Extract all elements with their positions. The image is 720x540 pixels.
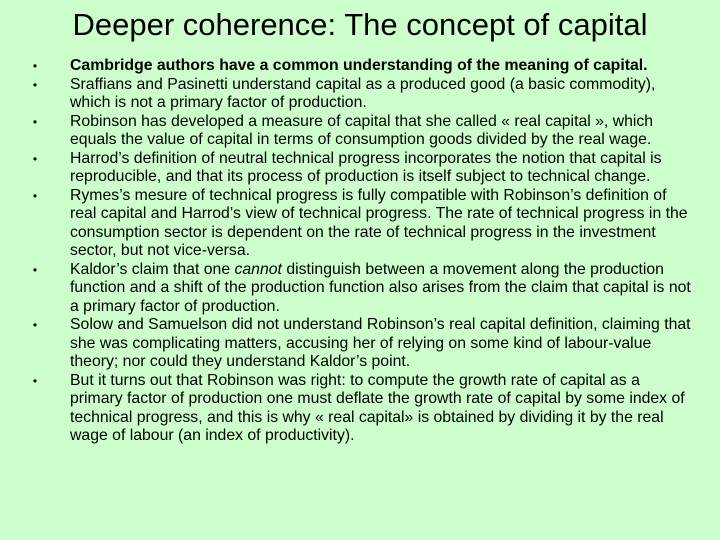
bullet-item (28, 113, 696, 150)
bullet-point-icon: • (32, 77, 38, 92)
bullet-item (28, 150, 696, 187)
bullet-point-icon: • (32, 188, 38, 203)
bullet-item (28, 261, 696, 317)
emphasized-word: cannot (234, 260, 282, 278)
slide-title: Deeper coherence: The concept of capital (72, 7, 648, 42)
bullet-text-start: Kaldor’s claim that one (70, 260, 235, 278)
bullet-text: Harrod’s definition of neutral technical progress incorporates the notion that capital is reproducible, and that its process of production is itself subject to technical change. (70, 149, 662, 185)
bullet-text: Sraffians and Pasinetti understand capital as a produced good (a basic commodity), which is not a primary factor of production. (70, 75, 656, 111)
bullet-point-icon: • (32, 373, 38, 388)
bullet-point-icon: • (32, 262, 38, 277)
bullet-item (28, 316, 696, 372)
bullet-text: Solow and Samuelson did not understand Robinson’s real capital definition, claiming that she was complicating matters, accusing her of relying on some kind of labour-value theory; nor could they understand Kaldor’s point. (70, 316, 691, 370)
bullet-point-icon: • (32, 151, 38, 166)
bullet-list (28, 57, 696, 446)
bullet-point-icon: • (32, 318, 38, 332)
bullet-text (70, 261, 696, 317)
bullet-text-end: distinguish between a movement along the production function and a shift of the production function also arises from the claim that capital is not a primary factor of production. (70, 260, 691, 315)
bullet-point-icon: • (32, 114, 38, 129)
bullet-text: Robinson has developed a measure of capital that she called « real capital », which equals the value of capital in terms of consumption goods divided by the real wage. (70, 112, 654, 148)
bullet-text: But it turns out that Robinson was right: to compute the growth rate of capital as a primary factor of production one must deflate the growth rate of capital by some index of technical progress, and this is why « real capital» is obtained by dividing it by the real wage of labour (an index of productivity). (70, 371, 685, 444)
bullet-item (28, 187, 696, 261)
bullet-text: Cambridge authors have a common understanding of the meaning of capital. (70, 57, 648, 74)
bullet-item (28, 372, 696, 446)
bullet-item (28, 76, 696, 113)
bullet-item (28, 57, 696, 76)
bullet-point-icon: • (32, 59, 38, 73)
bullet-text: Rymes’s mesure of technical progress is fully compatible with Robinson’s definition of real capital and Harrod’s view of technical progress. The rate of technical progress in the consumption sector is dependent on the rate of technical progress in the investment sector, but not vice-versa. (70, 186, 688, 259)
